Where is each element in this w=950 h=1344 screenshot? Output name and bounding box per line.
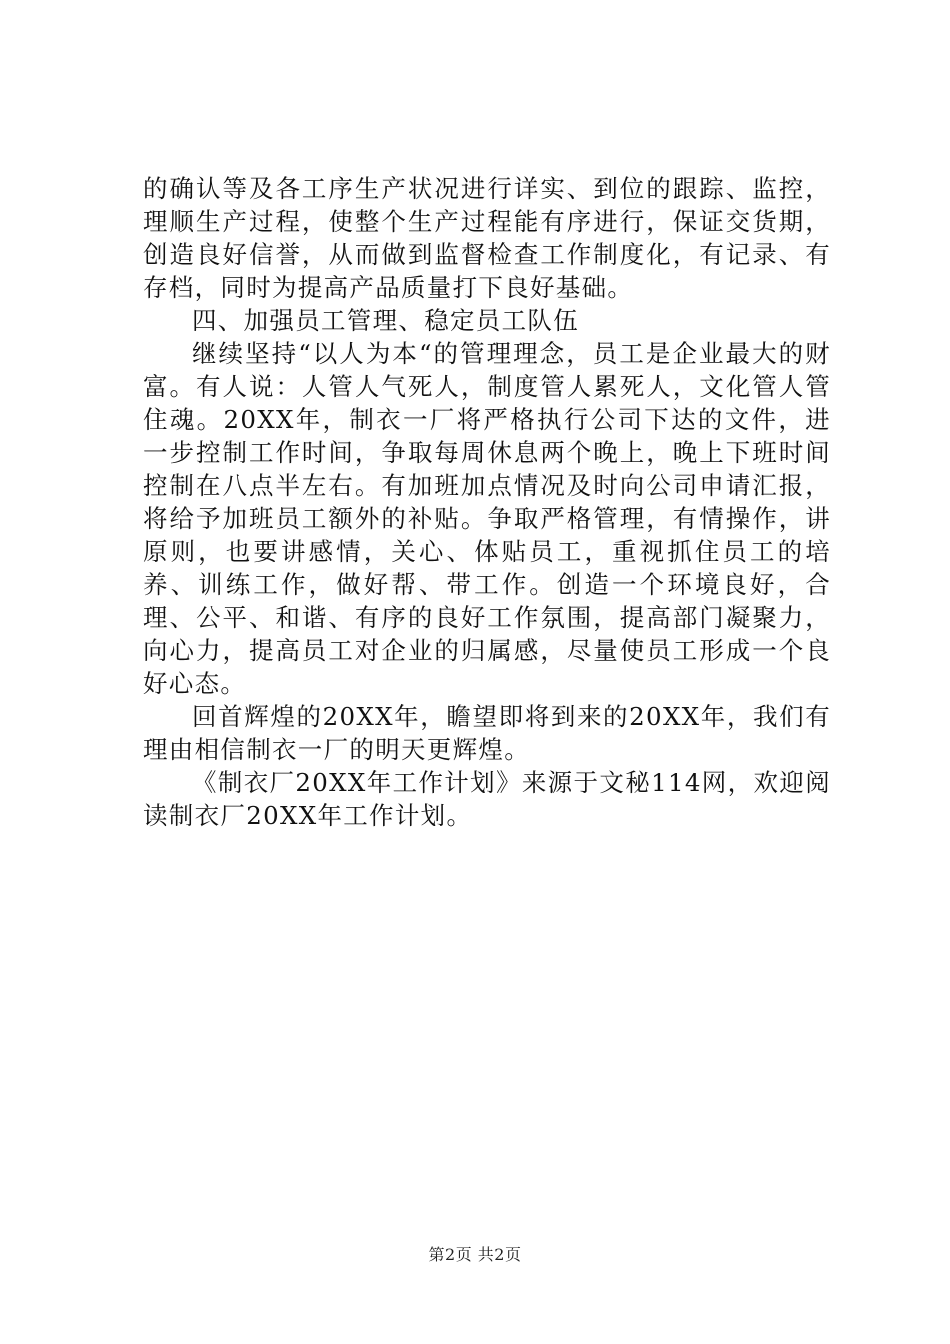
paragraph-source-note: 《制衣厂20XX年工作计划》来源于文秘114网，欢迎阅读制衣厂20XX年工作计划。 xyxy=(143,768,831,830)
page-number-footer: 第2页 共2页 xyxy=(428,1245,522,1264)
document-body xyxy=(143,172,831,832)
paragraph-continuation: 的确认等及各工序生产状况进行详实、到位的跟踪、监控，理顺生产过程，使整个生产过程能有序进行，保证交货期，创造良好信誉，从而做到监督检查工作制度化，有记录、有存档，同时为提高产品质量打下良好基础。 xyxy=(143,174,831,302)
paragraph-conclusion: 回首辉煌的20XX年，瞻望即将到来的20XX年，我们有理由相信制衣一厂的明天更辉煌。 xyxy=(143,702,831,764)
paragraph-management: 继续坚持“以人为本“的管理理念，员工是企业最大的财富。有人说：人管人气死人，制度管人累死人，文化管人管住魂。20XX年，制衣一厂将严格执行公司下达的文件，进一步控制工作时间，争取每周休息两个晚上，晚上下班时间控制在八点半左右。有加班加点情况及时向公司申请汇报，将给予加班员工额外的补贴。争取严格管理，有情操作，讲原则，也要讲感情，关心、体贴员工，重视抓住员工的培养、训练工作，做好帮、带工作。创造一个环境良好，合理、公平、和谐、有序的良好工作氛围，提高部门凝聚力，向心力，提高员工对企业的归属感，尽量使员工形成一个良好心态。 xyxy=(143,339,831,698)
section-heading: 四、加强员工管理、稳定员工队伍 xyxy=(192,306,579,335)
